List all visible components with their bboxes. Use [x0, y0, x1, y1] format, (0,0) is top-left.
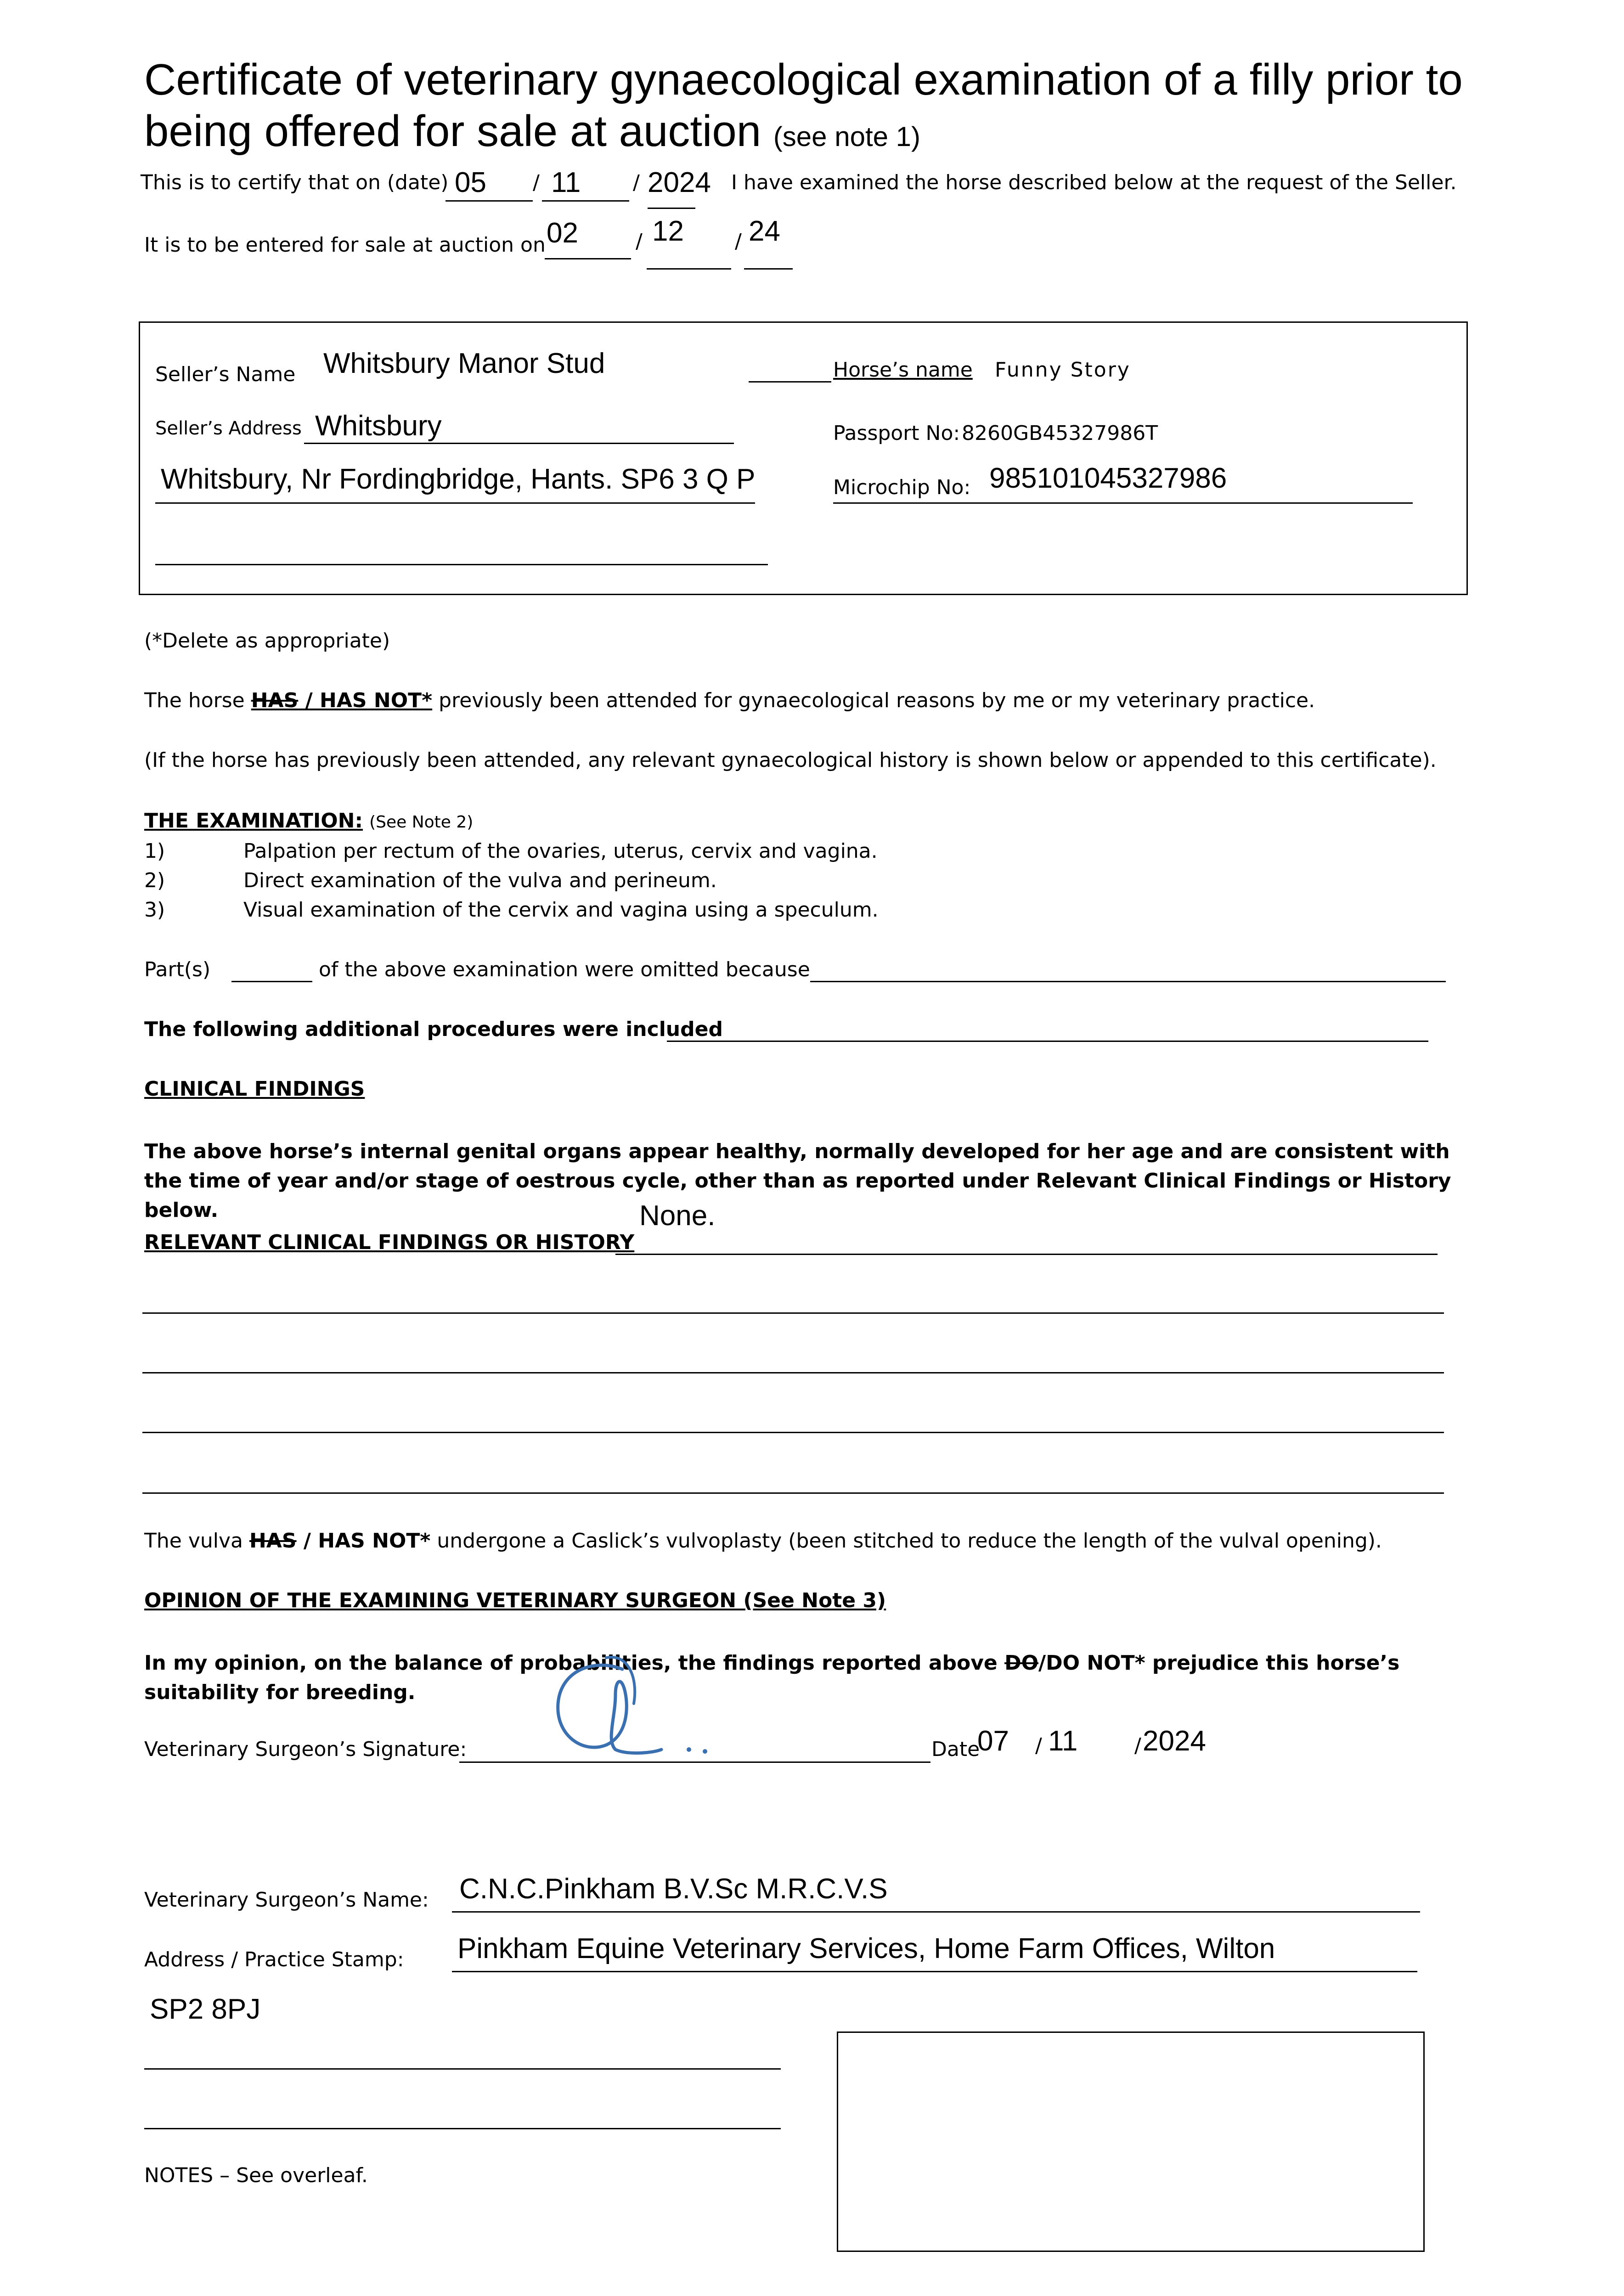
passport-label: Passport No: [833, 422, 960, 445]
opinion-suffix: /DO NOT* prejudice this horse’s suitability for breeding. [144, 1651, 1400, 1704]
signature-date-label: Date [931, 1738, 980, 1761]
exam-note: (See Note 2) [369, 813, 474, 832]
attended-line [144, 689, 1315, 712]
exam-item-text: Direct examination of the vulva and perineum. [243, 869, 717, 892]
clinical-text: The above horse’s internal genital organs appear healthy, normally developed for her age and are consistent with the time of year and/or stage of oestrous cycle, other than as reported under Relevant Clinical Findings or History below. [144, 1140, 1451, 1222]
clinical-heading: CLINICAL FINDINGS [144, 1077, 365, 1101]
certify-month[interactable]: 11 [551, 167, 581, 198]
opinion-do: DO [1004, 1651, 1039, 1675]
history-line[interactable] [142, 1432, 1444, 1433]
opinion-heading: OPINION OF THE EXAMINING VETERINARY SURGEON (See Note 3) [144, 1589, 886, 1612]
title-note: (see note 1) [773, 121, 921, 152]
horse-name-label-text: Horse’s name [833, 358, 973, 382]
signature-day[interactable]: 07 [977, 1725, 1009, 1757]
certify-day[interactable]: 05 [455, 167, 486, 198]
vet-name-label: Veterinary Surgeon’s Name: [144, 1888, 429, 1912]
history-line[interactable] [142, 1492, 1444, 1494]
additional-procedures: The following additional procedures were included [144, 1018, 723, 1041]
seller-address-line1[interactable]: Whitsbury [315, 410, 442, 442]
signature-sep-1: / [1035, 1734, 1042, 1757]
certify-year[interactable]: 2024 [648, 167, 711, 198]
auction-prefix: It is to be entered for sale at auction on [144, 233, 546, 257]
attended-prefix: The horse [144, 689, 245, 712]
horse-name-value[interactable]: Funny Story [995, 358, 1131, 382]
practice-stamp-box[interactable] [837, 2032, 1425, 2252]
attended-has: HAS [251, 689, 299, 712]
vet-name-value[interactable]: C.N.C.Pinkham B.V.Sc M.R.C.V.S [459, 1873, 888, 1905]
auction-sep-1: / [636, 230, 643, 253]
microchip-label: Microchip No: [833, 476, 971, 499]
exam-item-num: 1) [144, 839, 165, 863]
vet-signature[interactable] [547, 1639, 739, 1763]
vulva-prefix: The vulva [144, 1529, 243, 1553]
seller-address-line2[interactable]: Whitsbury, Nr Fordingbridge, Hants. SP6 3 Q P [161, 463, 756, 495]
signature-sep-2: / [1134, 1734, 1141, 1757]
delete-note: (*Delete as appropriate) [144, 629, 390, 653]
vet-address-label: Address / Practice Stamp: [144, 1948, 404, 1971]
attended-suffix: previously been attended for gynaecological reasons by me or my veterinary practice. [439, 689, 1315, 712]
exam-heading-line [144, 809, 473, 833]
auction-year[interactable]: 24 [749, 215, 780, 247]
exam-item-num: 3) [144, 898, 165, 922]
parts-prefix: Part(s) [144, 958, 211, 981]
history-note: (If the horse has previously been attended, any relevant gynaecological history is shown below or appended to this certificate). [144, 748, 1437, 772]
microchip-value[interactable]: 985101045327986 [989, 462, 1227, 494]
history-line[interactable] [142, 1312, 1444, 1314]
signature-month[interactable]: 11 [1048, 1725, 1078, 1757]
horse-name-label [833, 358, 973, 382]
vulva-suffix: undergone a Caslick’s vulvoplasty (been stitched to reduce the length of the vulval opening). [437, 1529, 1382, 1553]
seller-address-label: Seller’s Address [155, 418, 302, 439]
passport-value[interactable]: 8260GB45327986T [962, 422, 1158, 445]
signature-label: Veterinary Surgeon’s Signature: [144, 1738, 467, 1761]
opinion-prefix: In my opinion, on the balance of probabilities, the findings reported above [144, 1651, 998, 1675]
seller-name-label: Seller’s Name [155, 363, 296, 386]
auction-sep-2: / [735, 230, 742, 253]
opinion-text [144, 1649, 1430, 1707]
certify-prefix: This is to certify that on (date) [141, 171, 449, 194]
page-title [144, 54, 1522, 163]
title-main: Certificate of veterinary gynaecological examination of a filly prior to being offered for sale at auction [144, 55, 1463, 156]
notes-text: NOTES – See overleaf. [144, 2164, 368, 2187]
relevant-value[interactable]: None. [639, 1200, 716, 1232]
signature-year[interactable]: 2024 [1143, 1725, 1206, 1757]
vet-address-line1[interactable]: Pinkham Equine Veterinary Services, Home Farm Offices, Wilton [457, 1933, 1275, 1964]
exam-item-num: 2) [144, 869, 165, 892]
auction-month[interactable]: 12 [652, 215, 684, 247]
history-line[interactable] [142, 1372, 1444, 1373]
auction-day[interactable]: 02 [547, 217, 578, 249]
exam-item-text: Palpation per rectum of the ovaries, uterus, cervix and vagina. [243, 839, 878, 863]
parts-mid: of the above examination were omitted because [319, 958, 810, 981]
exam-item-text: Visual examination of the cervix and vagina using a speculum. [243, 898, 879, 922]
relevant-heading: RELEVANT CLINICAL FINDINGS OR HISTORY [144, 1231, 635, 1254]
vulva-has-not: / HAS NOT* [296, 1529, 431, 1553]
attended-has-not: / HAS NOT* [298, 689, 433, 712]
certify-sep-1: / [533, 171, 540, 194]
exam-heading: THE EXAMINATION: [144, 809, 363, 833]
certify-sep-2: / [633, 171, 640, 194]
certify-suffix: I have examined the horse described below at the request of the Seller. [731, 171, 1457, 194]
seller-name-value[interactable]: Whitsbury Manor Stud [323, 348, 605, 379]
vet-address-line2[interactable]: SP2 8PJ [150, 1993, 261, 2025]
vulva-line [144, 1529, 1382, 1553]
vulva-has: HAS [249, 1529, 297, 1553]
